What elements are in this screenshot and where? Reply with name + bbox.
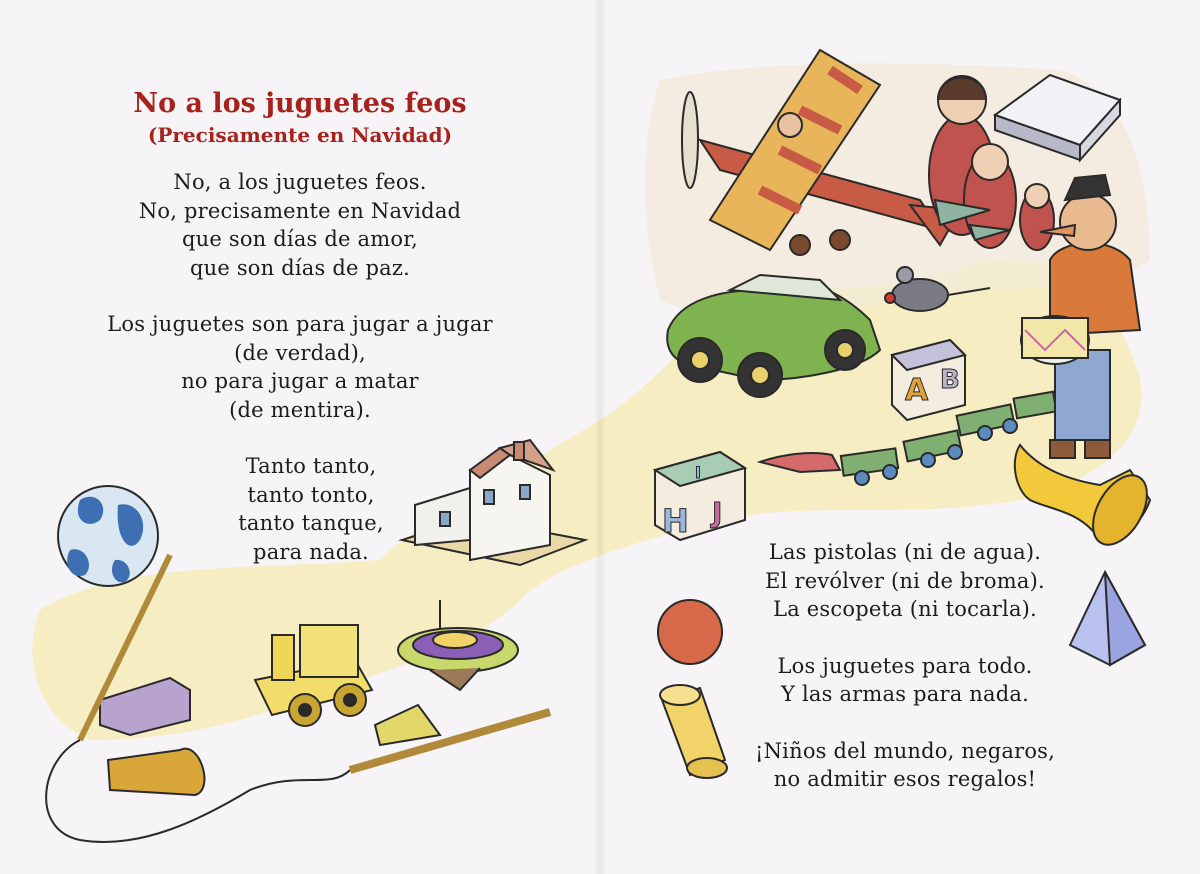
poem-line: Los juguetes son para jugar a jugar [107, 312, 493, 336]
cylinder-icon [660, 685, 727, 778]
poem-line: (de verdad), [234, 340, 366, 365]
block-letter-i: I [695, 463, 701, 482]
left-page-text [90, 168, 510, 594]
stanza-6 [720, 737, 1090, 794]
toy-train-engine-icon [255, 625, 372, 726]
block-letter-a: A [905, 373, 929, 408]
poem-title: No a los juguetes feos [133, 88, 467, 119]
page-gutter [594, 0, 606, 874]
poem-line: para nada. [253, 539, 369, 564]
block-letter-b: B [940, 365, 960, 395]
poem-line: No, precisamente en Navidad [138, 198, 462, 223]
poem-subtitle: (Precisamente en Navidad) [147, 123, 453, 147]
alphabet-block-ab [892, 340, 965, 420]
block-letter-j: J [712, 496, 723, 529]
block-letter-h: H [662, 502, 689, 540]
stanza-3 [90, 452, 510, 566]
stanza-1 [90, 168, 510, 282]
poem-line: La escopeta (ni tocarla). [773, 597, 1037, 621]
poem-line: ¡Niños del mundo, negaros, [754, 738, 1056, 763]
poem-line: (de mentira). [229, 397, 371, 422]
poem-line: que son días de paz. [189, 255, 411, 280]
stanza-4 [720, 538, 1090, 624]
ball-icon [658, 600, 722, 664]
poem-line: tanto tonto, [247, 482, 375, 507]
poem-line: El revólver (ni de broma). [765, 568, 1045, 593]
poem-line: Los juguetes para todo. [777, 653, 1033, 678]
stanza-2 [90, 310, 510, 424]
poem-line: No, a los juguetes feos. [173, 170, 427, 194]
poem-line: Tanto tanto, [245, 454, 377, 478]
stanza-5 [720, 652, 1090, 709]
poem-line: Y las armas para nada. [781, 682, 1029, 706]
poem-line: no admitir esos regalos! [773, 767, 1037, 791]
poem-line: no para jugar a matar [181, 369, 419, 393]
poem-line: Las pistolas (ni de agua). [768, 540, 1042, 564]
poem-line: que son días de amor, [181, 227, 419, 251]
poem-title-block [90, 86, 510, 148]
poem-line: tanto tanque, [238, 511, 384, 535]
right-page-text [720, 538, 1090, 822]
